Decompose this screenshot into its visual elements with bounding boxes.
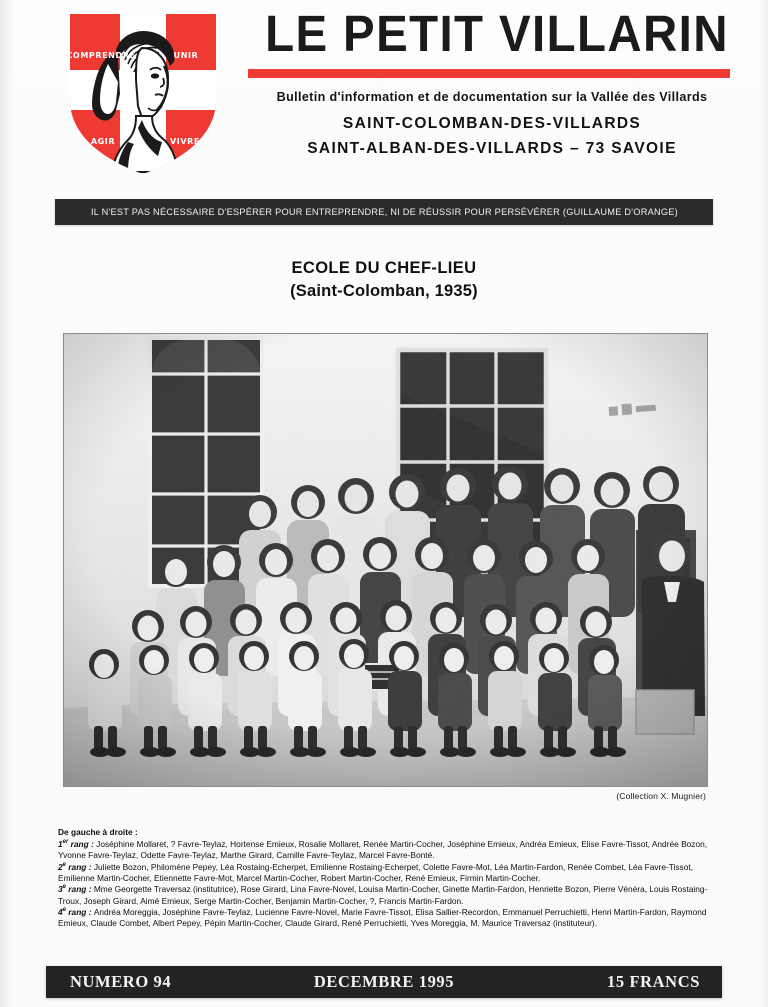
class-photograph bbox=[63, 333, 708, 787]
caption-row-2-names: Juliette Bozon, Philomène Pepey, Léa Rostaing-Echerpet, Emilienne Rostaing-Echerpet, Colette Favre-Mot, Léa Martin-Fardon, Renée Combet, Léa Favre-Tissot, Emilienne Martin-Cocher, Etiennette Favre-Mot, Marcel Martin-Cocher, Robert Martin-Cocher, René Emieux, Firmin Martin-Cocher. bbox=[58, 861, 694, 883]
caption-row-1-rank: 1er rang : bbox=[58, 838, 97, 849]
title-block bbox=[248, 6, 736, 158]
quote-banner bbox=[55, 199, 713, 225]
journal-subtitle: Bulletin d'information et de documentation sur la Vallée des Villards bbox=[276, 90, 708, 104]
caption-row-4-names: Andréa Moreggia, Joséphine Favre-Teylaz, Lucienne Favre-Novel, Marie Favre-Tissot, Elisa Sallier-Recordon, Emmanuel Perruchietti, Henri Martin-Fardon, Raymond Emieux, Claude Combet, Albert Pepey, Pépin Martin-Cocher, Claude Girard, René Perruchietti, Yves Moreggia, M. Maurice Traversaz (instituteur). bbox=[58, 906, 707, 929]
article-title-line-1: ECOLE DU CHEF-LIEU bbox=[291, 259, 477, 277]
footer-date: DECEMBRE 1995 bbox=[313, 972, 455, 991]
footer-price: 15 FRANCS bbox=[607, 972, 700, 991]
photo-credit: (Collection X. Mugnier) bbox=[616, 791, 706, 801]
logo-shield bbox=[58, 8, 228, 180]
caption-row-3-names: Mme Georgette Traversaz (institutrice), Rose Girard, Lina Favre-Novel, Louisa Martin-Cocher, Ginette Martin-Fardon, Henriette Bozon, Pierre Vénéra, Louis Rostaing-Troux, Joseph Girard, Aimé Emieux, Serge Martin-Cocher, Benjamin Martin-Cocher, ?, Francis Martin-Fardon. bbox=[58, 884, 708, 906]
caption-row-2-rank: 2e rang : bbox=[58, 861, 94, 872]
logo-motto-unir: UNIR bbox=[173, 51, 199, 60]
article-title bbox=[0, 259, 768, 301]
caption-heading: De gauche à droite : bbox=[58, 827, 138, 837]
quote-text: IL N'EST PAS NÉCESSAIRE D'ESPÉRER POUR ENTREPRENDRE, NI DE RÉUSSIR POUR PERSÉVÉRER (GUILLAUME D'ORANGE) bbox=[90, 207, 678, 217]
caption-row-4 bbox=[58, 907, 713, 930]
article-title-line-2: (Saint-Colomban, 1935) bbox=[290, 282, 478, 300]
logo-motto-agir: AGIR bbox=[90, 137, 116, 146]
caption-row-1-names: Joséphine Mollaret, ? Favre-Teylaz, Hortense Emieux, Rosalie Mollaret, Renée Martin-Cocher, Joséphine Emieux, Andréa Emieux, Elise Favre-Tissot, Andrée Bozon, Yvonne Favre-Teylaz, Odette Favre-Teylaz, Marthe Girard, Camille Favre-Teylaz, Marcel Favre-Bonté. bbox=[58, 838, 708, 861]
red-accent-rule bbox=[248, 69, 730, 78]
photo-image bbox=[64, 334, 707, 786]
caption-row-2 bbox=[58, 862, 713, 885]
logo-motto-comprendre: COMPRENDRE bbox=[66, 51, 136, 60]
masthead bbox=[0, 0, 768, 186]
logo-motto-vivre: VIVRE bbox=[170, 137, 200, 146]
town-line-saint-colomban: SAINT-COLOMBAN-DES-VILLARDS bbox=[342, 115, 642, 132]
caption-row-1 bbox=[58, 839, 713, 862]
caption-row-3-rank: 3e rang : bbox=[58, 884, 94, 895]
journal-title: LE PETIT VILLARIN bbox=[265, 5, 729, 62]
footer-issue-number: NUMERO 94 bbox=[70, 972, 172, 991]
town-line-saint-alban: SAINT-ALBAN-DES-VILLARDS – 73 SAVOIE bbox=[307, 140, 677, 157]
caption-row-3 bbox=[58, 884, 713, 907]
caption-row-4-rank: 4e rang : bbox=[58, 906, 94, 917]
footer-bar bbox=[46, 966, 722, 998]
photo-caption bbox=[58, 827, 713, 930]
